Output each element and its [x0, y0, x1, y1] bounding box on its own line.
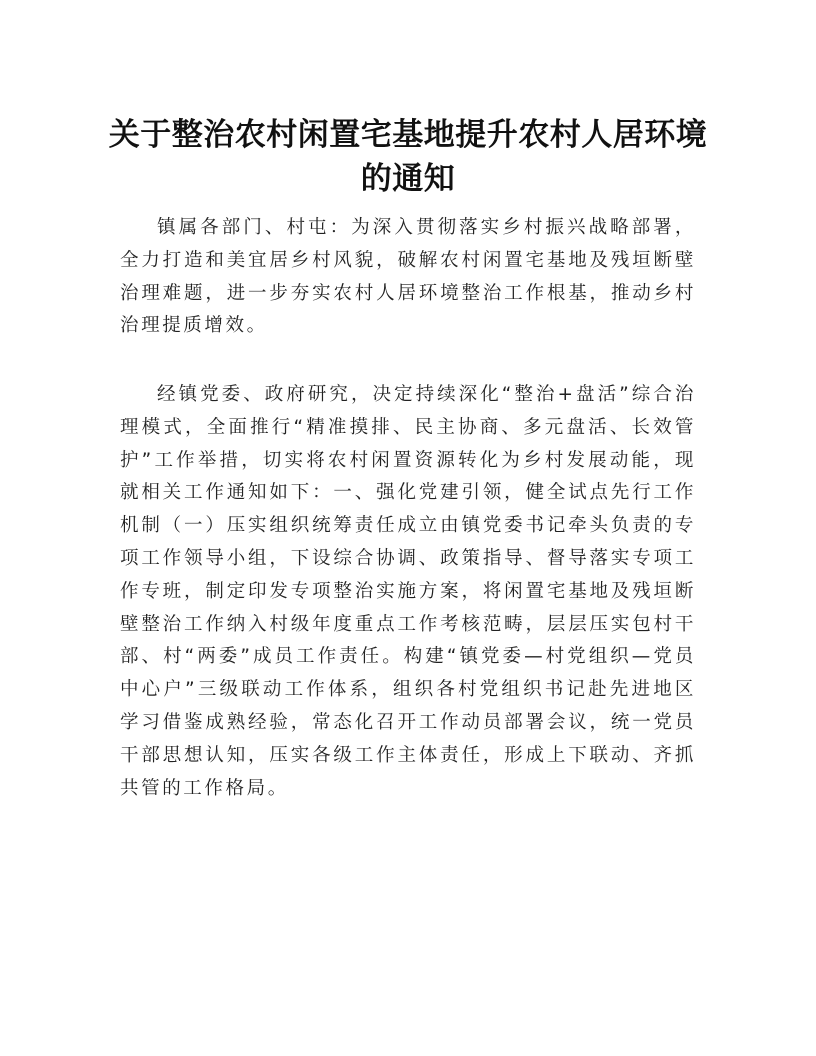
document-title: 关于整治农村闲置宅基地提升农村人居环境的通知 [108, 117, 708, 197]
body-paragraph: 镇属各部门、村屯：为深入贯彻落实乡村振兴战略部署，全力打造和美宜居乡村风貌，破解农村闲置宅基地及残垣断壁治理难题，进一步夯实农村人居环境整治工作根基，推动乡村治理提质增效。 [120, 217, 696, 337]
body-paragraph: 经镇党委、政府研究，决定持续深化“整治+盘活”综合治理模式，全面推行“精准摸排、民主协商、多元盘活、长效管护”工作举措，切实将农村闲置资源转化为乡村发展动能，现就相关工作通知如下：一、强化党建引领，健全试点先行工作机制（一）压实组织统筹责任成立由镇党委书记牵头负责的专项工作领导小组，下设综合协调、政策指导、督导落实专项工作专班，制定印发专项整治实施方案，将闲置宅基地及残垣断壁整治工作纳入村级年度重点工作考核范畴，层层压实包村干部、村“两委”成员工作责任。构建“镇党委—村党组织—党员中心户”三级联动工作体系，组织各村党组织书记赴先进地区学习借鉴成熟经验，常态化召开工作动员部署会议，统一党员干部思想认知，压实各级工作主体责任，形成上下联动、齐抓共管的工作格局。 [120, 384, 696, 799]
